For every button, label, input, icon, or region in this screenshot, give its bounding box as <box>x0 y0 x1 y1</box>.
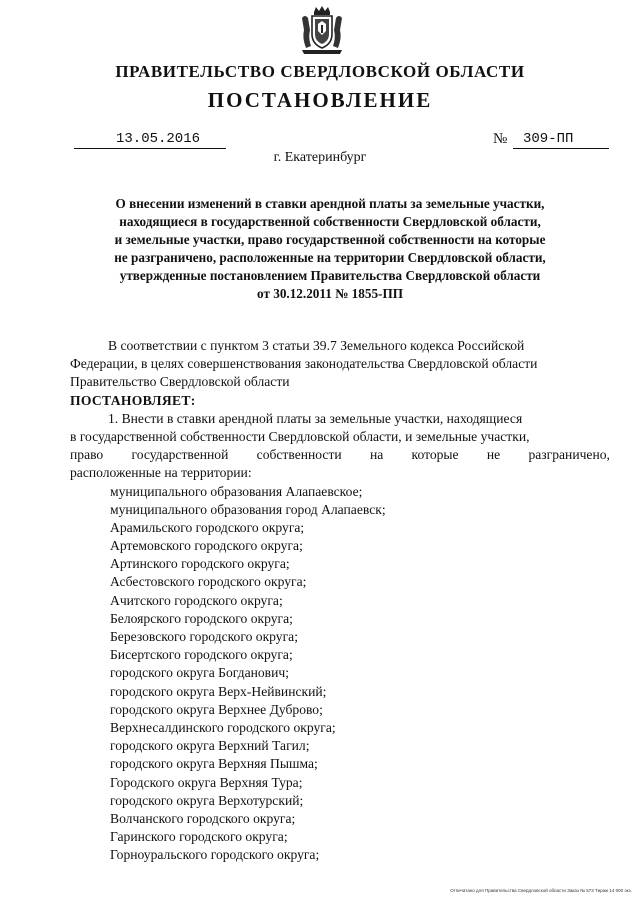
item-word: которые <box>411 447 459 463</box>
print-footer: Отпечатано для Правительства Свердловской области Заказ № 573 Тираж 14 000 экз. <box>450 888 632 893</box>
municipality-item: городского округа Верхотурский; <box>110 792 304 808</box>
municipality-item: Белоярского городского округа; <box>110 610 293 626</box>
municipality-item: Волчанского городского округа; <box>110 810 296 826</box>
number-field <box>513 132 609 149</box>
heading-line: находящиеся в государственной собственности Свердловской области, <box>119 214 541 229</box>
municipality-item: Горноуральского городского округа; <box>110 847 320 863</box>
intro-line: Федерации, в целях совершенствования законодательства Свердловской области <box>70 356 538 372</box>
city-line: г. Екатеринбург <box>273 150 367 165</box>
item-line: расположенные на территории: <box>70 465 252 481</box>
item-word: на <box>369 447 384 463</box>
municipality-item: городского округа Верх-Нейвинский; <box>110 683 327 699</box>
heading-line: и земельные участки, право государственной собственности на которые <box>114 232 546 247</box>
municipality-item: Асбестовского городского округа; <box>110 574 307 590</box>
municipality-item: Березовского городского округа; <box>110 629 298 644</box>
heading-line: от 30.12.2011 № 1855-ПП <box>257 286 403 301</box>
municipality-item: Артемовского городского округа; <box>110 538 303 554</box>
item-line: 1. Внести в ставки арендной платы за земельные участки, находящиеся <box>108 410 523 426</box>
document-type-title: ПОСТАНОВЛЕНИЕ <box>207 88 433 112</box>
municipality-item: городского округа Верхнее Дуброво; <box>110 701 323 717</box>
item-word: разграничено, <box>528 447 610 463</box>
heading-line: не разграничено, расположенные на территории Свердловской области, <box>114 250 546 265</box>
municipality-item: городского округа Верхний Тагил; <box>110 738 310 754</box>
municipality-item: муниципального образования Алапаевское; <box>110 483 363 499</box>
item-justified-line <box>70 446 610 464</box>
item-word: право <box>70 447 104 463</box>
municipality-item: Гаринского городского округа; <box>110 829 288 845</box>
municipality-item: городского округа Богданович; <box>110 665 289 681</box>
item-word: собственности <box>256 447 342 463</box>
document-body <box>70 337 610 864</box>
municipality-item: Арамильского городского округа; <box>110 519 305 535</box>
municipality-item: Артинского городского округа; <box>110 556 290 572</box>
municipality-item: Бисертского городского округа; <box>110 647 293 663</box>
government-title: ПРАВИТЕЛЬСТВО СВЕРДЛОВСКОЙ ОБЛАСТИ <box>115 62 525 81</box>
item-word: государственной <box>131 447 229 463</box>
municipality-item: Верхнесалдинского городского округа; <box>110 719 336 735</box>
intro-line: Правительство Свердловской области <box>70 374 290 390</box>
municipality-item: Городского округа Верхняя Тура; <box>110 774 303 790</box>
number-sign: № <box>493 131 508 147</box>
item-line: в государственной собственности Свердловской области, и земельные участки, <box>70 428 530 444</box>
heading-line: утвержденные постановлением Правительства Свердловской области <box>119 268 541 283</box>
municipality-item: городского округа Верхняя Пышма; <box>110 756 318 772</box>
municipality-item: Ачитского городского округа; <box>110 592 283 608</box>
intro-line: В соответствии с пунктом 3 статьи 39.7 Земельного кодекса Российской <box>108 338 525 353</box>
municipality-item: муниципального образования город Алапаевск; <box>110 501 386 517</box>
document-heading <box>60 195 600 303</box>
resolve-heading: ПОСТАНОВЛЯЕТ: <box>70 392 196 408</box>
date-field <box>74 132 226 149</box>
heading-line: О внесении изменений в ставки арендной платы за земельные участки, <box>115 196 545 211</box>
item-word: не <box>486 447 501 463</box>
coat-of-arms-icon <box>296 4 348 56</box>
document-date: 13.05.2016 <box>116 131 201 147</box>
document-number: 309-ПП <box>523 131 574 147</box>
